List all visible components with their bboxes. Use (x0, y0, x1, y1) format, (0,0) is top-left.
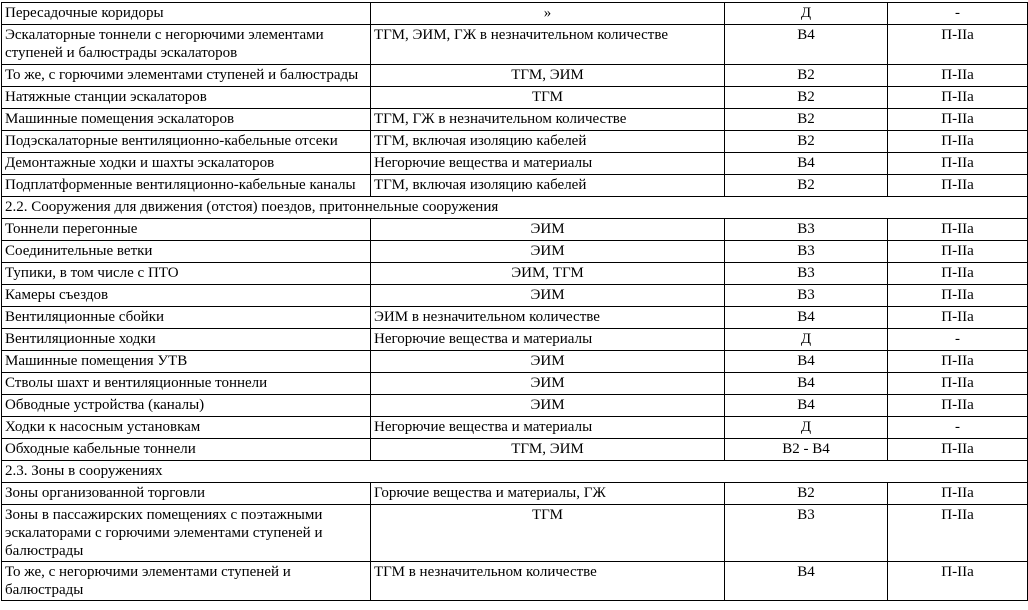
cell-zone-class: П-IIа (888, 131, 1028, 153)
cell-substances: ЭИМ, ТГМ (371, 263, 725, 285)
cell-zone-class: П-IIа (888, 285, 1028, 307)
cell-premises: Стволы шахт и вентиляционные тоннели (2, 373, 371, 395)
cell-substances: ЭИМ (371, 219, 725, 241)
cell-premises: То же, с негорючими элементами ступеней и балюстрады (2, 562, 371, 601)
cell-premises: Демонтажные ходки и шахты эскалаторов (2, 153, 371, 175)
fire-hazard-category-table (1, 2, 1028, 601)
cell-substances: ЭИМ (371, 285, 725, 307)
cell-category: В2 (725, 131, 888, 153)
table-row (2, 65, 1028, 87)
table-row (2, 505, 1028, 562)
cell-zone-class: П-IIа (888, 562, 1028, 601)
cell-substances: ТГМ, ЭИМ (371, 65, 725, 87)
table-row (2, 131, 1028, 153)
table-row (2, 483, 1028, 505)
section-header-row (2, 197, 1028, 219)
cell-zone-class: П-IIа (888, 483, 1028, 505)
cell-premises: Вентиляционные ходки (2, 329, 371, 351)
cell-substances: ТГМ (371, 87, 725, 109)
cell-premises: Машинные помещения УТВ (2, 351, 371, 373)
cell-category: В4 (725, 25, 888, 65)
table-row (2, 395, 1028, 417)
cell-zone-class: П-IIа (888, 307, 1028, 329)
table-row (2, 373, 1028, 395)
cell-premises: Тупики, в том числе с ПТО (2, 263, 371, 285)
cell-substances: ЭИМ (371, 351, 725, 373)
cell-premises: Обходные кабельные тоннели (2, 439, 371, 461)
cell-category: В3 (725, 285, 888, 307)
cell-zone-class: П-IIа (888, 175, 1028, 197)
cell-category: В4 (725, 153, 888, 175)
cell-premises: То же, с горючими элементами ступеней и балюстрады (2, 65, 371, 87)
table-row (2, 329, 1028, 351)
cell-premises: Машинные помещения эскалаторов (2, 109, 371, 131)
cell-category: В4 (725, 351, 888, 373)
section-header-row (2, 461, 1028, 483)
cell-category: В4 (725, 395, 888, 417)
cell-substances: Горючие вещества и материалы, ГЖ (371, 483, 725, 505)
cell-zone-class: П-IIа (888, 241, 1028, 263)
cell-substances: ТГМ, ГЖ в незначительном количестве (371, 109, 725, 131)
cell-substances: Негорючие вещества и материалы (371, 153, 725, 175)
cell-zone-class: П-IIа (888, 87, 1028, 109)
cell-zone-class: П-IIа (888, 373, 1028, 395)
cell-substances: ЭИМ в незначительном количестве (371, 307, 725, 329)
cell-substances: ТГМ, включая изоляцию кабелей (371, 175, 725, 197)
cell-zone-class: П-IIа (888, 351, 1028, 373)
cell-premises: Натяжные станции эскалаторов (2, 87, 371, 109)
table-row (2, 263, 1028, 285)
table-row (2, 153, 1028, 175)
cell-premises: Камеры съездов (2, 285, 371, 307)
table-row (2, 439, 1028, 461)
table-row (2, 562, 1028, 601)
table-row (2, 351, 1028, 373)
cell-category: В4 (725, 373, 888, 395)
cell-premises: Подэскалаторные вентиляционно-кабельные отсеки (2, 131, 371, 153)
cell-premises: Вентиляционные сбойки (2, 307, 371, 329)
cell-zone-class: - (888, 417, 1028, 439)
cell-premises: Соединительные ветки (2, 241, 371, 263)
cell-substances: ТГМ, ЭИМ (371, 439, 725, 461)
cell-zone-class: - (888, 329, 1028, 351)
cell-category: В2 (725, 483, 888, 505)
cell-category: Д (725, 3, 888, 25)
cell-category: В2 (725, 175, 888, 197)
table-row (2, 3, 1028, 25)
cell-category: В3 (725, 505, 888, 562)
cell-zone-class: П-IIа (888, 65, 1028, 87)
cell-premises: Зоны организованной торговли (2, 483, 371, 505)
cell-zone-class: П-IIа (888, 505, 1028, 562)
section-title: 2.2. Сооружения для движения (отстоя) поездов, притоннельные сооружения (2, 197, 1028, 219)
cell-category: Д (725, 417, 888, 439)
cell-category: Д (725, 329, 888, 351)
cell-substances: Негорючие вещества и материалы (371, 417, 725, 439)
cell-substances: ЭИМ (371, 373, 725, 395)
cell-zone-class: П-IIа (888, 395, 1028, 417)
cell-substances: » (371, 3, 725, 25)
cell-substances: ЭИМ (371, 395, 725, 417)
cell-substances: ТГМ, ЭИМ, ГЖ в незначительном количестве (371, 25, 725, 65)
cell-premises: Пересадочные коридоры (2, 3, 371, 25)
cell-premises: Зоны в пассажирских помещениях с поэтажными эскалаторами с горючими элементами ступеней и балюстрады (2, 505, 371, 562)
table-row (2, 25, 1028, 65)
table-row (2, 285, 1028, 307)
table-row (2, 219, 1028, 241)
cell-substances: ТГМ (371, 505, 725, 562)
table-row (2, 307, 1028, 329)
cell-substances: Негорючие вещества и материалы (371, 329, 725, 351)
cell-category: В2 (725, 87, 888, 109)
table-row (2, 175, 1028, 197)
cell-premises: Эскалаторные тоннели с негорючими элементами ступеней и балюстрады эскалаторов (2, 25, 371, 65)
table-row (2, 417, 1028, 439)
cell-zone-class: П-IIа (888, 25, 1028, 65)
cell-substances: ТГМ в незначительном количестве (371, 562, 725, 601)
cell-category: В2 - В4 (725, 439, 888, 461)
cell-substances: ТГМ, включая изоляцию кабелей (371, 131, 725, 153)
cell-premises: Обводные устройства (каналы) (2, 395, 371, 417)
cell-zone-class: П-IIа (888, 439, 1028, 461)
cell-category: В3 (725, 241, 888, 263)
cell-zone-class: П-IIа (888, 109, 1028, 131)
cell-category: В4 (725, 562, 888, 601)
cell-category: В3 (725, 263, 888, 285)
cell-category: В3 (725, 219, 888, 241)
cell-category: В2 (725, 109, 888, 131)
cell-premises: Ходки к насосным установкам (2, 417, 371, 439)
cell-category: В4 (725, 307, 888, 329)
table-row (2, 87, 1028, 109)
section-title: 2.3. Зоны в сооружениях (2, 461, 1028, 483)
cell-zone-class: П-IIа (888, 219, 1028, 241)
table-row (2, 109, 1028, 131)
table-row (2, 241, 1028, 263)
cell-zone-class: - (888, 3, 1028, 25)
cell-zone-class: П-IIа (888, 153, 1028, 175)
document-page (0, 2, 1028, 610)
cell-substances: ЭИМ (371, 241, 725, 263)
cell-zone-class: П-IIа (888, 263, 1028, 285)
cell-premises: Подплатформенные вентиляционно-кабельные каналы (2, 175, 371, 197)
cell-category: В2 (725, 65, 888, 87)
cell-premises: Тоннели перегонные (2, 219, 371, 241)
